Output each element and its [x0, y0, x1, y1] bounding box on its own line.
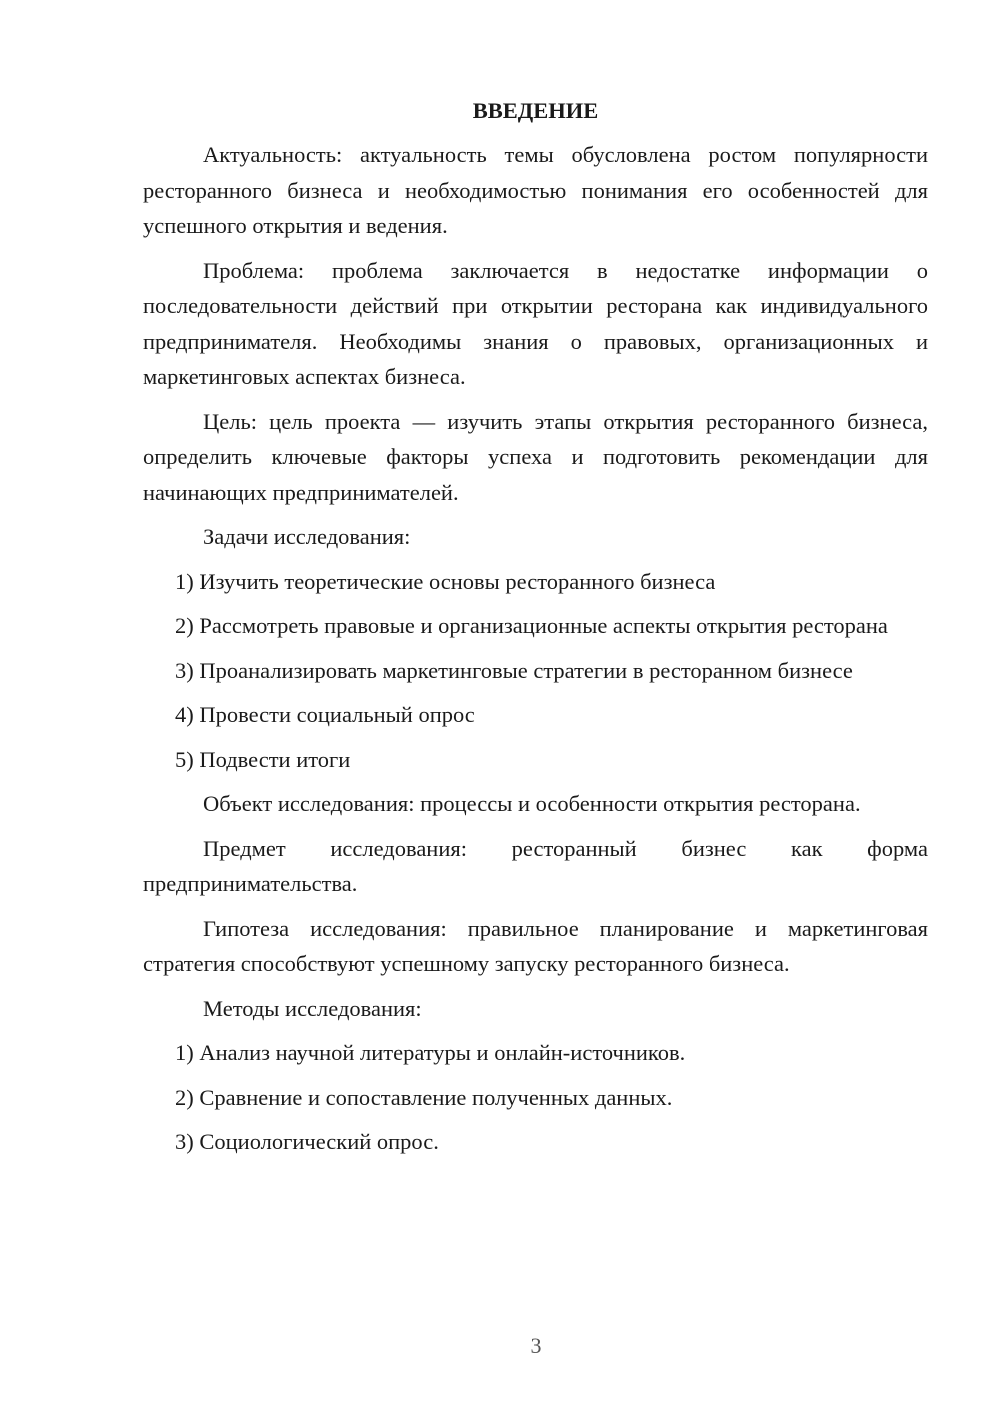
method-item-3: 3) Социологический опрос.	[175, 1129, 439, 1154]
object-paragraph: Объект исследования: процессы и особенности открытия ресторана.	[203, 791, 861, 816]
method-item-2: 2) Сравнение и сопоставление полученных данных.	[175, 1084, 673, 1110]
hypothesis-paragraph: Гипотеза исследования: правильное планирование и маркетинговая стратегия способствуют успешному запуску ресторанного бизнеса.	[143, 915, 928, 976]
task-item-5: 5) Подвести итоги	[175, 746, 351, 772]
page-number: 3	[530, 1333, 542, 1358]
problem-paragraph: Проблема: проблема заключается в недостатке информации о последовательности действий при открытии ресторана как индивидуального предпринимателя. Необходимы знания о правовых, организационных и маркетинговых аспектах бизнеса.	[143, 257, 928, 389]
goal-paragraph: Цель: цель проекта — изучить этапы открытия ресторанного бизнеса, определить ключевые факторы успеха и подготовить рекомендации для начинающих предпринимателей.	[143, 408, 928, 505]
tasks-title: Задачи исследования:	[203, 524, 411, 549]
relevance-paragraph: Актуальность: актуальность темы обусловлена ростом популярности ресторанного бизнеса и необходимостью понимания его особенностей для успешного открытия и ведения.	[143, 142, 928, 238]
subject-paragraph: Предмет исследования: ресторанный бизнес как форма предпринимательства.	[143, 835, 928, 896]
method-item-1: 1) Анализ научной литературы и онлайн-источников.	[175, 1040, 686, 1065]
task-item-1: 1) Изучить теоретические основы ресторанного бизнеса	[175, 568, 716, 594]
page-body	[143, 94, 928, 1169]
section-heading: ВВЕДЕНИЕ	[472, 98, 599, 123]
task-item-3: 3) Проанализировать маркетинговые стратегии в ресторанном бизнесе	[175, 657, 853, 683]
task-item-2: 2) Рассмотреть правовые и организационные аспекты открытия ресторана	[175, 613, 888, 638]
methods-title: Методы исследования:	[203, 995, 422, 1021]
task-item-4: 4) Провести социальный опрос	[175, 702, 475, 727]
